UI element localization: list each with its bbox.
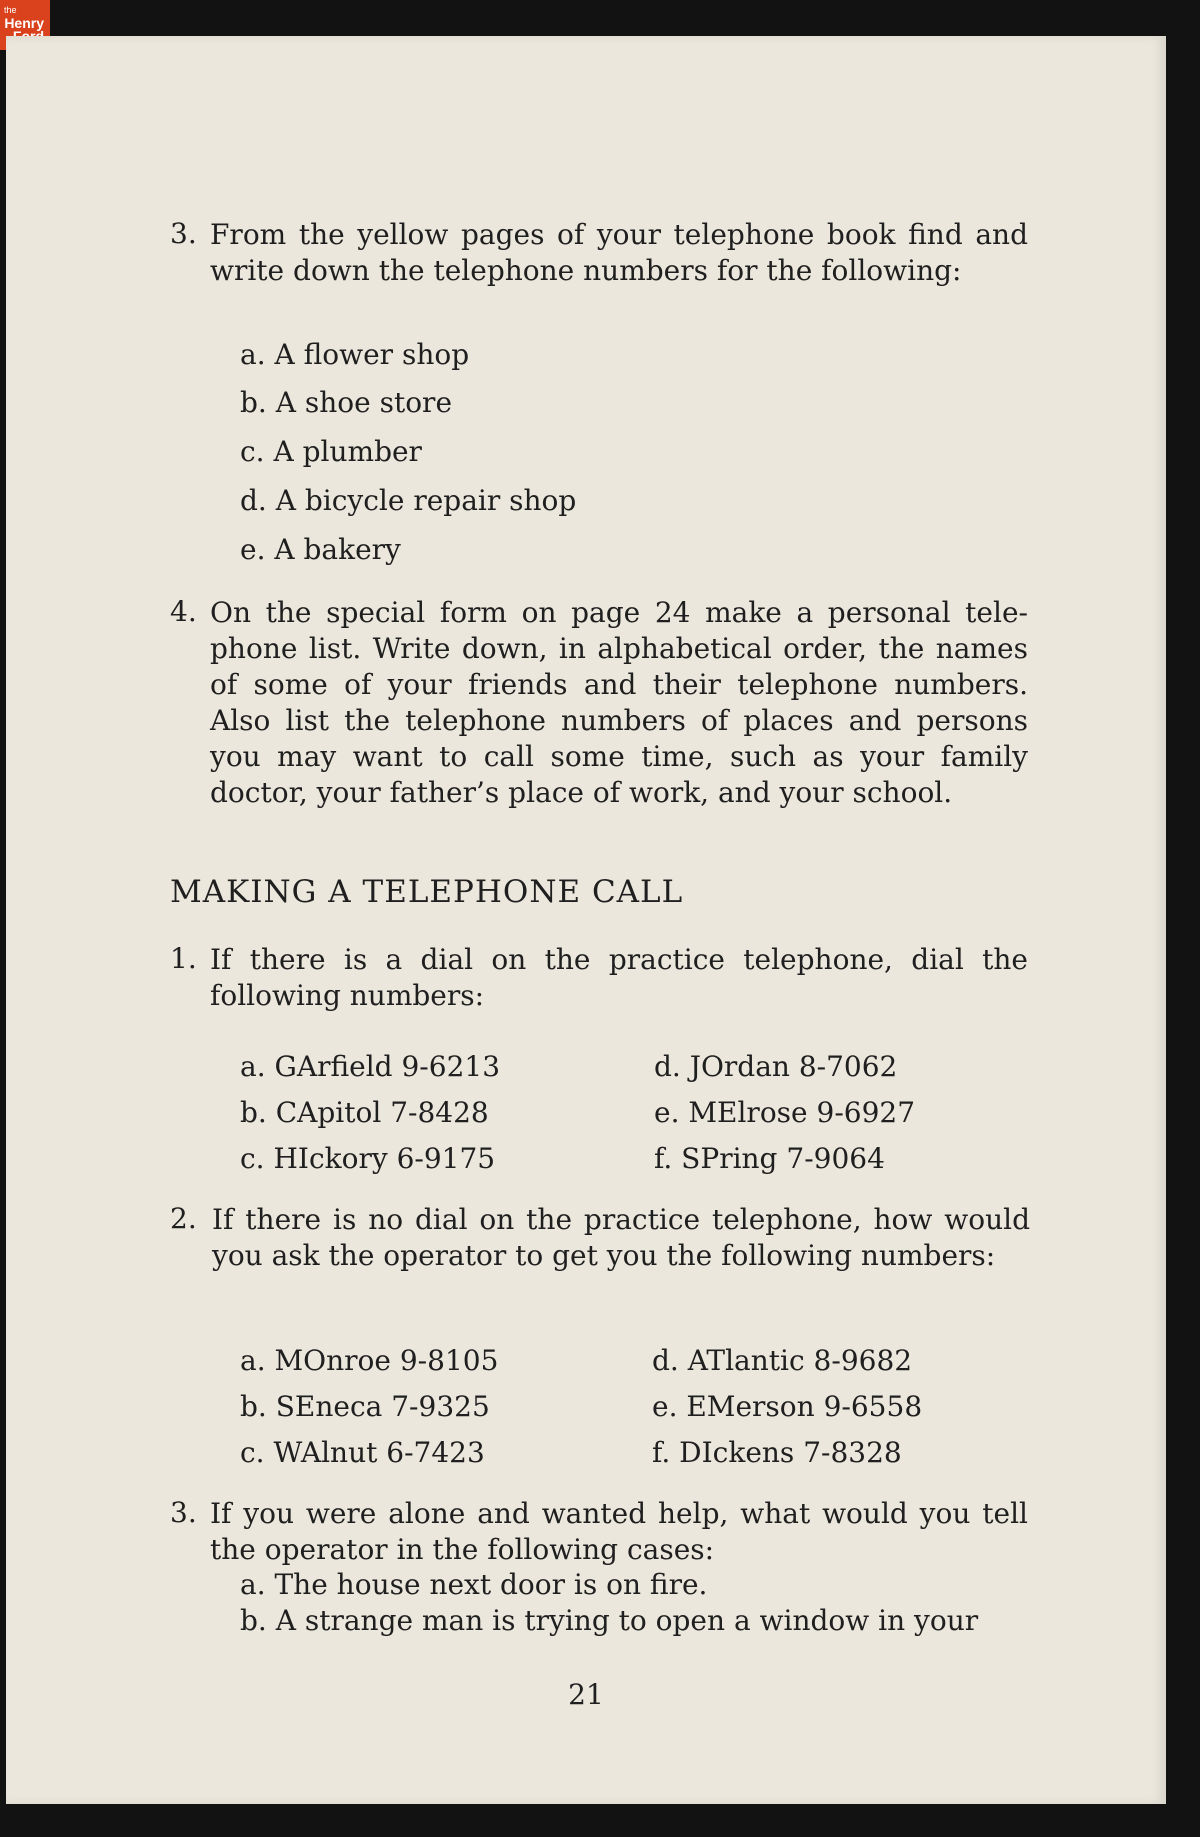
c1-text: If there is a dial on the practice telephone, dial the following numbers: [210, 943, 1028, 1012]
list-item: d. ATlantic 8-9682 [652, 1344, 913, 1377]
list-item: a. The house next door is on fire. [240, 1568, 708, 1601]
list-item: b. A strange man is trying to open a window in your [240, 1604, 979, 1637]
c3-number: 3. [170, 1496, 197, 1529]
logo-henry: Henry [4, 15, 44, 31]
page-number: 21 [568, 1678, 604, 1711]
list-item: c. HIckory 6-9175 [240, 1142, 496, 1175]
page-content [6, 36, 1166, 1804]
c3-text: If you were alone and wanted help, what would you tell the operator in the following cases: [210, 1497, 1028, 1566]
list-item: e. MElrose 9-6927 [654, 1096, 916, 1129]
c1-number: 1. [170, 942, 197, 975]
section-title: MAKING A TELEPHONE CALL [170, 874, 684, 910]
list-item: a. MOnroe 9-8105 [240, 1344, 499, 1377]
list-item: d. JOrdan 8-7062 [654, 1050, 898, 1083]
list-item: c. A plumber [240, 435, 422, 468]
book-page [6, 36, 1166, 1804]
list-item: e. EMerson 9-6558 [652, 1390, 923, 1423]
q4-number: 4. [170, 595, 197, 628]
c2-text: If there is no dial on the practice telephone, how would you ask the operator to get you the following numbers: [212, 1203, 1030, 1272]
logo-the: the [4, 5, 17, 15]
q4-text: On the special form on page 24 make a personal telephone list. Write down, in alphabetical order, the names of some of your friends and their telephone numbers. Also list the telephone numbers of places and persons you may want to call some time, such as your family doctor, your father’s place of work, and your school. [210, 596, 1028, 809]
list-item: a. GArfield 9-6213 [240, 1050, 501, 1083]
q3a-text: From the yellow pages of your telephone book find and write down the telephone numbers for the following: [210, 218, 1028, 287]
list-item: a. A flower shop [240, 338, 470, 371]
list-item: b. SEneca 7-9325 [240, 1390, 490, 1423]
list-item: b. A shoe store [240, 386, 453, 419]
list-item: d. A bicycle repair shop [240, 484, 577, 517]
c2-number: 2. [170, 1202, 197, 1235]
list-item: e. A bakery [240, 533, 401, 566]
list-item: c. WAlnut 6-7423 [240, 1436, 485, 1469]
list-item: f. DIckens 7-8328 [652, 1436, 902, 1469]
list-item: b. CApitol 7-8428 [240, 1096, 489, 1129]
q3a-number: 3. [170, 217, 197, 250]
list-item: f. SPring 7-9064 [654, 1142, 885, 1175]
